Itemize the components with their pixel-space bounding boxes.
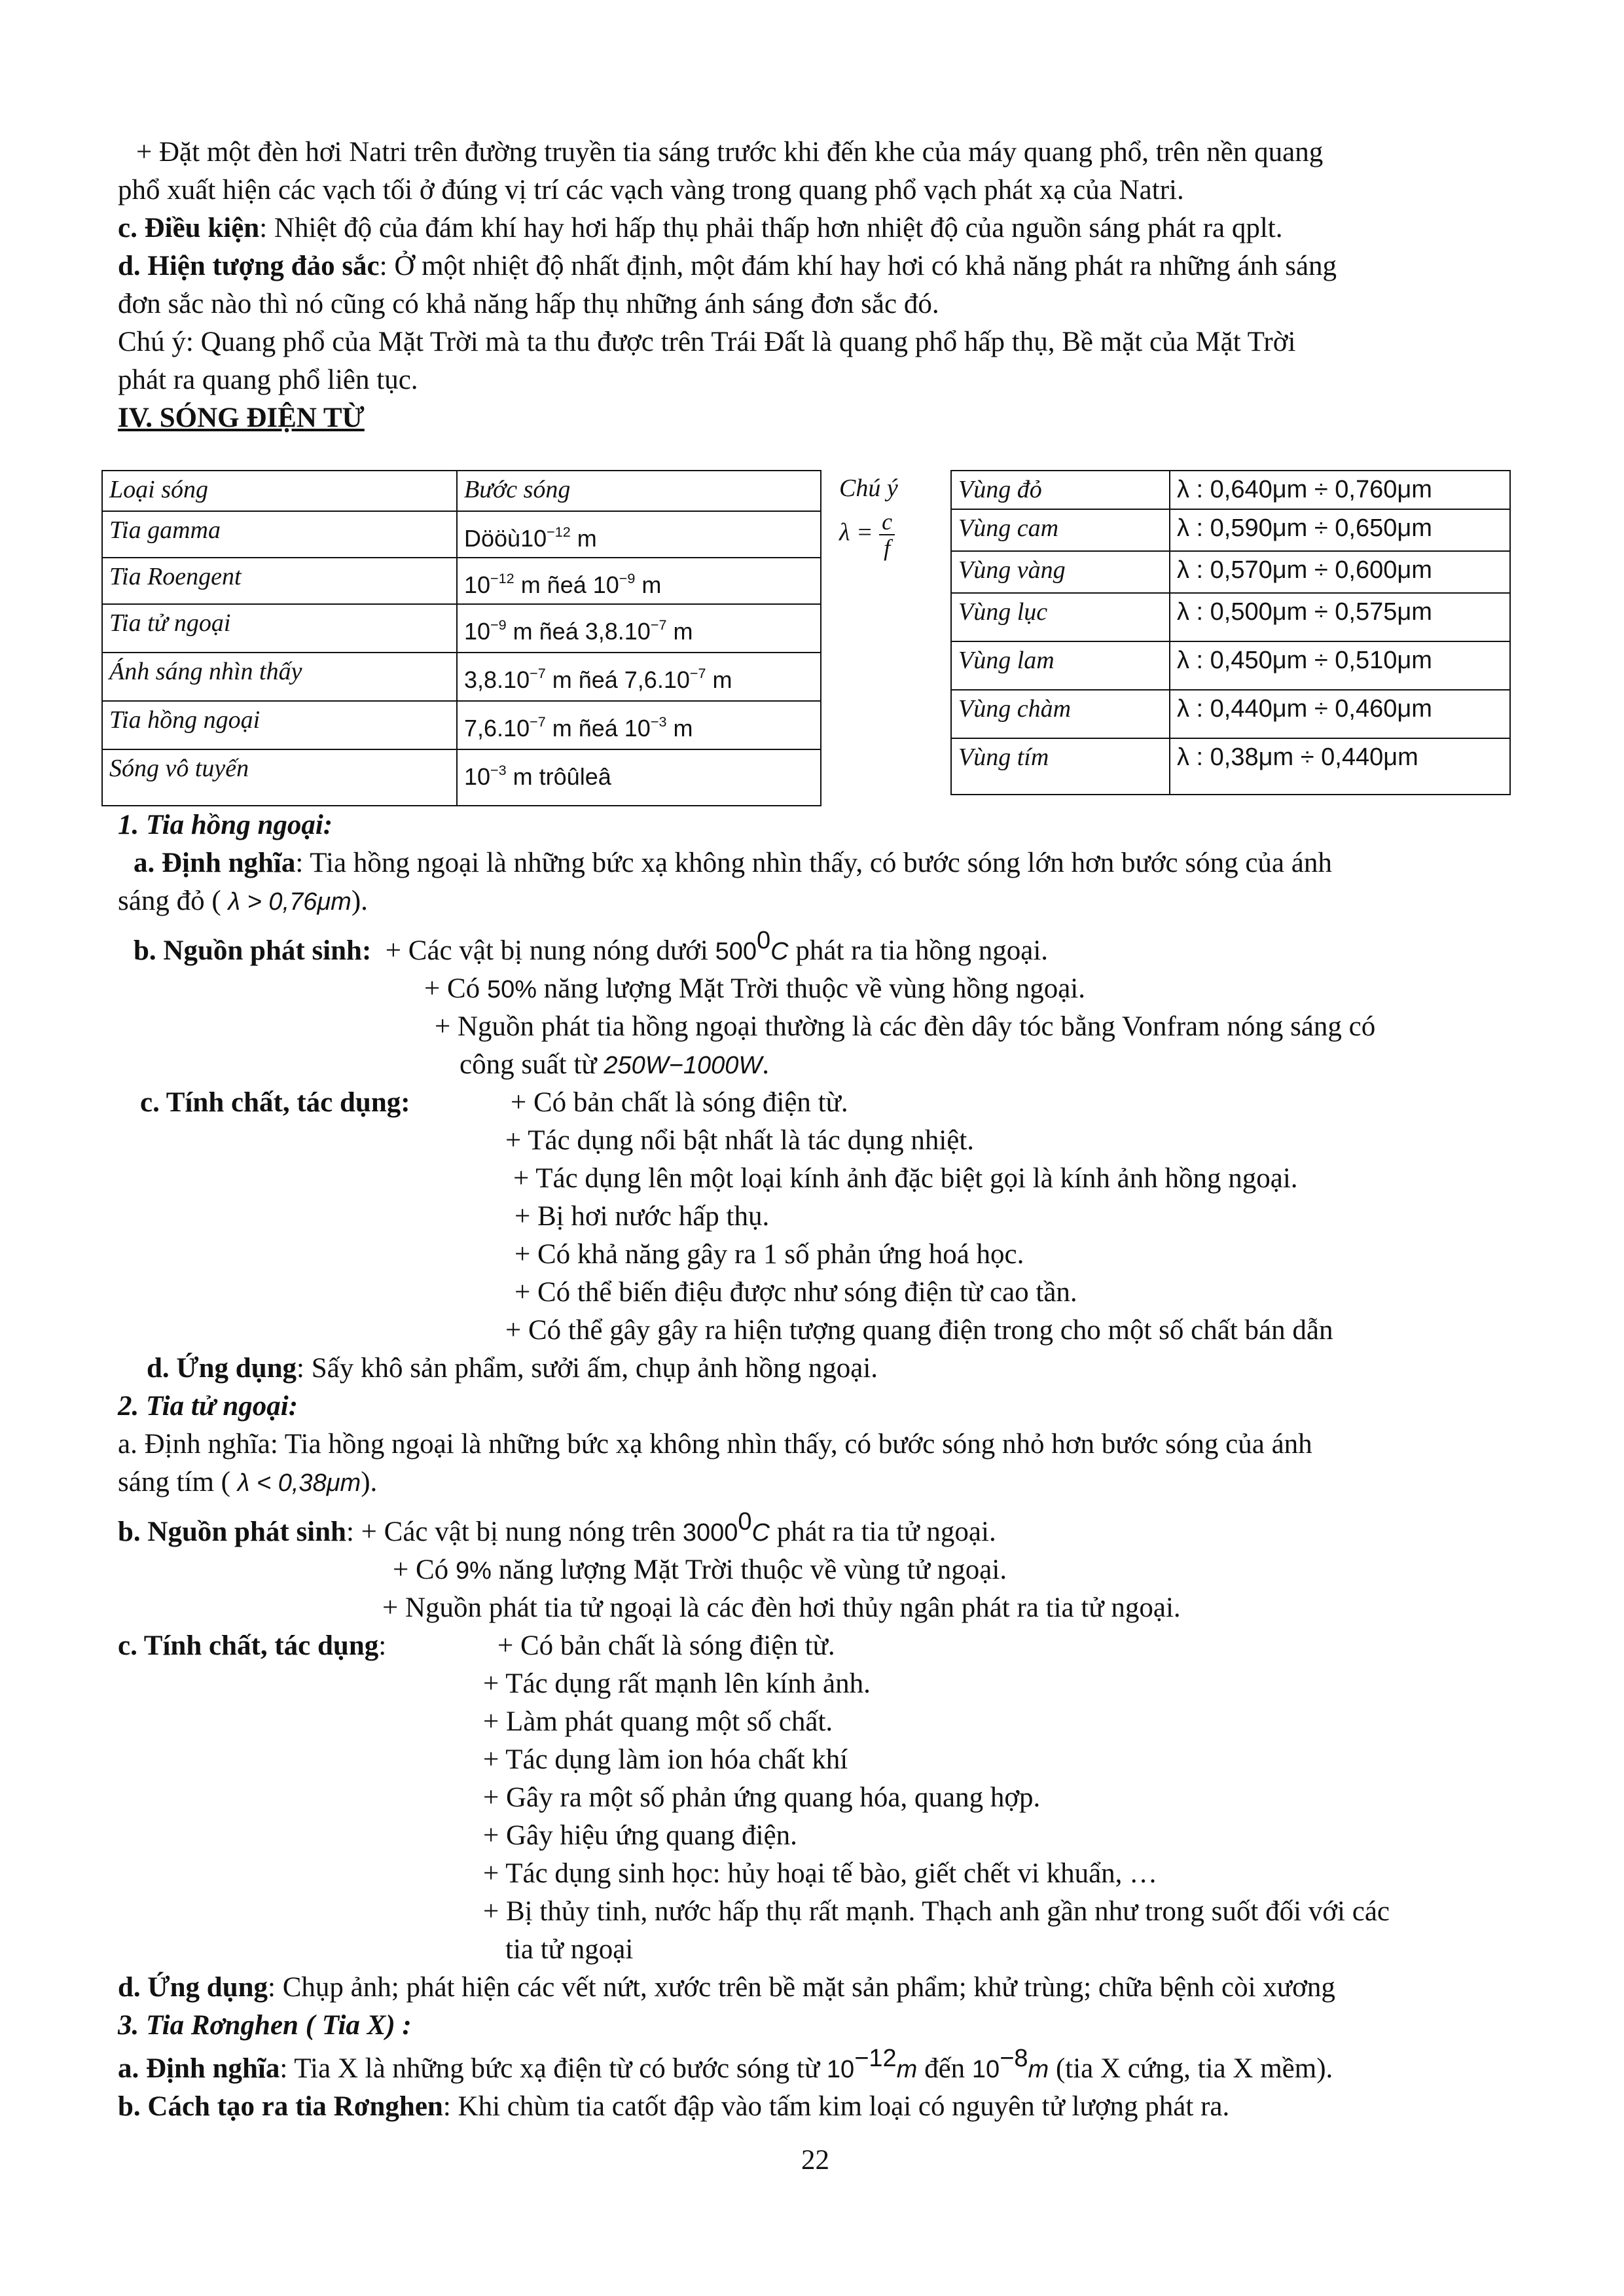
wave-name: Tia tử ngoại [102,604,457,653]
lambda-symbol: λ = [839,518,873,547]
ir-application-label: d. Ứng dụng [147,1353,297,1384]
ir-title: 1. Tia hồng ngoại: [118,810,333,840]
intro-line-1: + Đặt một đèn hơi Natri trên đường truyền tia sáng trước khi đến khe của máy quang phổ, trên nền quang [136,137,1324,168]
uv-property: + Gây ra một số phản ứng quang hóa, quang hợp. [483,1782,1041,1813]
wave-range: $10^{-3}$ m trôûleâ [457,749,821,806]
uv-property: + Có bản chất là sóng điện từ. [497,1630,835,1661]
ir-property: + Có thể gây gây ra hiện tượng quang điện trong cho một số chất bán dẫn [505,1315,1333,1346]
wave-name: Tia Roengent [102,558,457,604]
uv-source-line-3: + Nguồn phát tia tử ngoại là các đèn hơi thủy ngân phát ra tia tử ngoại. [382,1592,1181,1623]
uv-definition-line: a. Định nghĩa: Tia hồng ngoại là những bức xạ không nhìn thấy, có bước sóng nhỏ hơn bước sóng của ánh [118,1429,1312,1460]
table-row [951,690,1510,738]
uv-definition-line-2: sáng tím ( λ < 0,38μm). [118,1467,378,1498]
uv-property: + Bị thủy tinh, nước hấp thụ rất mạnh. Thạch anh gần như trong suốt đối với các [483,1896,1390,1927]
color-name: Vùng đỏ [951,471,1170,509]
inversion-label: d. Hiện tượng đảo sắc [118,251,380,281]
ir-property: + Có khả năng gây ra 1 số phản ứng hoá học. [514,1239,1024,1270]
wave-name: Sóng vô tuyến [102,749,457,806]
uv-application-label: d. Ứng dụng [118,1972,268,2003]
xray-title: 3. Tia Rơnghen ( Tia X) : [118,2010,412,2041]
color-table [950,470,1511,795]
ir-definition-text: : Tia hồng ngoại là những bức xạ không nhìn thấy, có bước sóng lớn hơn bước sóng của ánh [295,848,1332,878]
note-label: Chú ý [839,475,898,502]
color-range: λ : 0,640μm ÷ 0,760μm [1170,471,1510,509]
table-row [102,511,821,558]
fraction [879,509,895,560]
color-range: λ : 0,500μm ÷ 0,575μm [1170,593,1510,641]
color-name: Vùng lam [951,641,1170,690]
wave-range: $3,8.10^{-7}$ m ñeá $7,6.10^{-7}$ m [457,653,821,701]
ir-definition-line [134,844,1332,882]
ir-source-line-3: + Nguồn phát tia hồng ngoại thường là các đèn dây tóc bằng Vonfram nóng sáng có [435,1011,1376,1042]
color-range: λ : 0,450μm ÷ 0,510μm [1170,641,1510,690]
wave-name: Tia hồng ngoại [102,701,457,749]
ir-definition-line-2: sáng đỏ ( λ > 0,76μm). [118,886,368,916]
ir-definition-label: a. Định nghĩa [134,848,296,878]
color-range: λ : 0,590μm ÷ 0,650μm [1170,509,1510,551]
note-line-2: phát ra quang phổ liên tục. [118,365,418,395]
table-row [951,738,1510,795]
uv-property: tia tử ngoại [505,1934,634,1965]
ir-wavelength-formula: λ > 0,76μm [228,888,352,916]
page-number: 22 [801,2145,829,2176]
fraction-denominator: f [884,535,891,561]
ir-properties-label: c. Tính chất, tác dụng: [140,1087,410,1118]
ir-source-label: b. Nguồn phát sinh: [134,935,372,966]
uv-source-label: b. Nguồn phát sinh [118,1516,346,1547]
uv-application-line [118,1969,1335,2006]
color-name: Vùng lục [951,593,1170,641]
condition-label: c. Điều kiện [118,213,260,243]
ir-property: + Tác dụng nổi bật nhất là tác dụng nhiệt. [505,1125,975,1156]
table-row [951,641,1510,690]
table-row [102,558,821,604]
wave-range: $10^{-9}$ m ñeá $3,8.10^{-7}$ m [457,604,821,653]
wave-table [101,470,821,806]
condition-text: : Nhiệt độ của đám khí hay hơi hấp thụ phải thấp hơn nhiệt độ của nguồn sáng phát ra qplt. [259,213,1283,243]
table-row [951,471,1510,509]
xray-production-line [118,2088,1229,2125]
color-name: Vùng chàm [951,690,1170,738]
ir-property: + Có bản chất là sóng điện từ. [511,1087,848,1118]
table-row [951,551,1510,593]
fraction-numerator: c [879,509,895,535]
lambda-formula [839,509,895,560]
ir-source-line-4: công suất từ 250W−1000W. [460,1049,769,1080]
ir-property: + Bị hơi nước hấp thụ. [514,1201,770,1232]
uv-source-line-1: b. Nguồn phát sinh: + Các vật bị nung nóng trên 3000$^0$C phát ra tia tử ngoại. [118,1507,996,1547]
ir-application-text: : Sấy khô sản phẩm, sưởi ấm, chụp ảnh hồng ngoại. [297,1353,878,1384]
note-line-1: Chú ý: Quang phổ của Mặt Trời mà ta thu được trên Trái Đất là quang phổ hấp thụ, Bề mặt của Mặt Trời [118,327,1296,357]
color-name: Vùng vàng [951,551,1170,593]
table-row [102,701,821,749]
table-row [102,749,821,806]
intro-line-2: phổ xuất hiện các vạch tối ở đúng vị trí các vạch vàng trong quang phổ vạch phát xạ của Natri. [118,175,1184,206]
ir-source-line-2: + Có 50% năng lượng Mặt Trời thuộc về vùng hồng ngoại. [424,973,1085,1004]
ir-power-range: 250W−1000W [604,1052,763,1079]
wave-range: $10^{-12}$ m ñeá $10^{-9}$ m [457,558,821,604]
uv-property: + Tác dụng sinh học: hủy hoại tế bào, giết chết vi khuẩn, … [483,1858,1158,1889]
table-row [951,509,1510,551]
color-range: λ : 0,440μm ÷ 0,460μm [1170,690,1510,738]
uv-source-line-2: + Có 9% năng lượng Mặt Trời thuộc về vùng tử ngoại. [393,1554,1007,1585]
uv-application-text: : Chụp ảnh; phát hiện các vết nứt, xước trên bề mặt sản phẩm; khử trùng; chữa bệnh còi xương [268,1972,1335,2003]
uv-title: 2. Tia tử ngoại: [118,1391,298,1422]
inversion-text: : Ở một nhiệt độ nhất định, một đám khí hay hơi có khả năng phát ra những ánh sáng [379,251,1337,281]
xray-production-label: b. Cách tạo ra tia Rơnghen [118,2091,443,2122]
uv-wavelength-formula: λ < 0,38μm [237,1469,361,1497]
color-range: λ : 0,570μm ÷ 0,600μm [1170,551,1510,593]
uv-properties-line: c. Tính chất, tác dụng: [118,1630,387,1661]
wave-range: $7,6.10^{-7}$ m ñeá $10^{-3}$ m [457,701,821,749]
table-row [102,653,821,701]
wave-table-header-type: Loại sóng [102,471,457,511]
wave-name: Ánh sáng nhìn thấy [102,653,457,701]
ir-application-line [147,1350,878,1387]
inversion-line-2: đơn sắc nào thì nó cũng có khả năng hấp thụ những ánh sáng đơn sắc đó. [118,289,939,319]
xray-definition-line: a. Định nghĩa: Tia X là những bức xạ điện từ có bước sóng từ $10^{-12}m$ đến $10^{-8}m$ (tia X cứng, tia X mềm). [118,2044,1333,2084]
uv-properties-label: c. Tính chất, tác dụng [118,1630,379,1661]
uv-property: + Tác dụng rất mạnh lên kính ảnh. [483,1668,871,1699]
wave-name: Tia gamma [102,511,457,558]
section-iv-title: IV. SÓNG ĐIỆN TỪ [118,403,365,433]
table-row [102,604,821,653]
condition-line [118,209,1283,247]
wave-range: $Dööù10^{-12}$ m [457,511,821,558]
uv-property: + Làm phát quang một số chất. [483,1706,833,1737]
wave-table-header [102,471,821,511]
xray-definition-label: a. Định nghĩa [118,2053,280,2084]
inversion-line [118,247,1337,285]
xray-production-text: : Khi chùm tia catốt đập vào tấm kim loại có nguyên tử lượng phát ra. [442,2091,1230,2122]
uv-property: + Tác dụng làm ion hóa chất khí [483,1744,848,1775]
uv-property: + Gây hiệu ứng quang điện. [483,1820,797,1851]
color-range: λ : 0,38μm ÷ 0,440μm [1170,738,1510,795]
ir-property: + Có thể biến điệu được như sóng điện từ cao tần. [514,1277,1077,1308]
wave-table-header-wavelength: Bước sóng [457,471,821,511]
color-name: Vùng cam [951,509,1170,551]
ir-property: + Tác dụng lên một loại kính ảnh đặc biệt gọi là kính ảnh hồng ngoại. [513,1163,1298,1194]
table-row [951,593,1510,641]
color-name: Vùng tím [951,738,1170,795]
ir-source-line-1: b. Nguồn phát sinh: + Các vật bị nung nóng dưới $500^0C$ phát ra tia hồng ngoại. [134,926,1049,966]
